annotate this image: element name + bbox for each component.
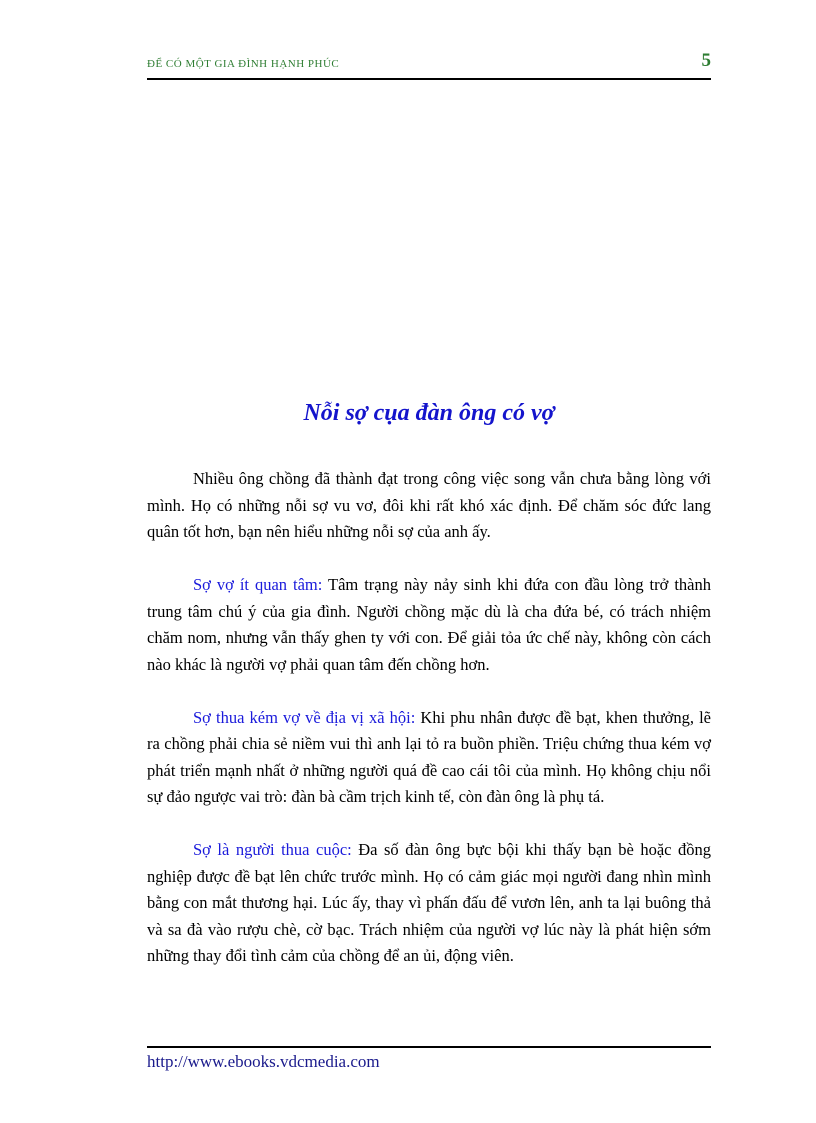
footer-link[interactable]: http://www.ebooks.vdcmedia.com bbox=[147, 1052, 380, 1071]
article-body bbox=[147, 466, 711, 996]
section-text: Khi phu nhân được đề bạt, khen thưởng, lẽ ra chồng phải chia sẻ niềm vui thì anh lại tỏ ra buồn phiền. Triệu chứng thua kém vợ phát triển mạnh nhất ở những người quá đề cao cái tôi của mình. Họ không chịu nổi sự đảo ngược vai trò: đàn bà cầm trịch kinh tế, còn đàn ông là phụ tá. bbox=[147, 707, 712, 806]
section-paragraph bbox=[147, 837, 711, 970]
section-lead: Sợ thua kém vợ về địa vị xã hội: bbox=[193, 707, 416, 727]
page-footer bbox=[147, 1046, 711, 1072]
section-text: Tâm trạng này nảy sinh khi đứa con đầu lòng trở thành trung tâm chú ý của gia đình. Người chồng mặc dù là cha đứa bé, có trách nhiệm chăm nom, nhưng vẫn thấy ghen ty với con. Để giải tỏa ức chế này, không còn cách nào khác là người vợ phải quan tâm đến chồng hơn. bbox=[147, 575, 711, 674]
section-lead: Sợ vợ ít quan tâm: bbox=[193, 575, 323, 594]
section-lead: Sợ là người thua cuộc: bbox=[193, 840, 352, 859]
section-text: Đa số đàn ông bực bội khi thấy bạn bè hoặc đồng nghiệp được đề bạt lên chức trước mình. Họ có cảm giác mọi người đang nhìn mình bằng con mắt thương hại. Lúc ấy, thay vì phấn đấu để vươn lên, anh ta lại buông thả và sa đà vào rượu chè, cờ bạc. Trách nhiệm của người vợ lúc này là phát hiện sớm những thay đổi tình cảm của chồng để an ủi, động viên. bbox=[147, 840, 711, 965]
section-paragraph bbox=[147, 705, 711, 811]
page-header bbox=[147, 50, 711, 80]
running-title: ĐỂ CÓ MỘT GIA ĐÌNH HẠNH PHÚC bbox=[147, 58, 340, 70]
section-paragraph bbox=[147, 572, 711, 678]
article-title: Nỗi sợ cụa đàn ông có vợ bbox=[303, 400, 555, 426]
intro-paragraph: Nhiều ông chồng đã thành đạt trong công việc song vẫn chưa bằng lòng với mình. Họ có những nỗi sợ vu vơ, đôi khi rất khó xác định. Để chăm sóc đức lang quân tốt hơn, bạn nên hiểu những nỗi sợ của anh ấy. bbox=[147, 469, 711, 541]
page-number: 5 bbox=[701, 50, 711, 71]
